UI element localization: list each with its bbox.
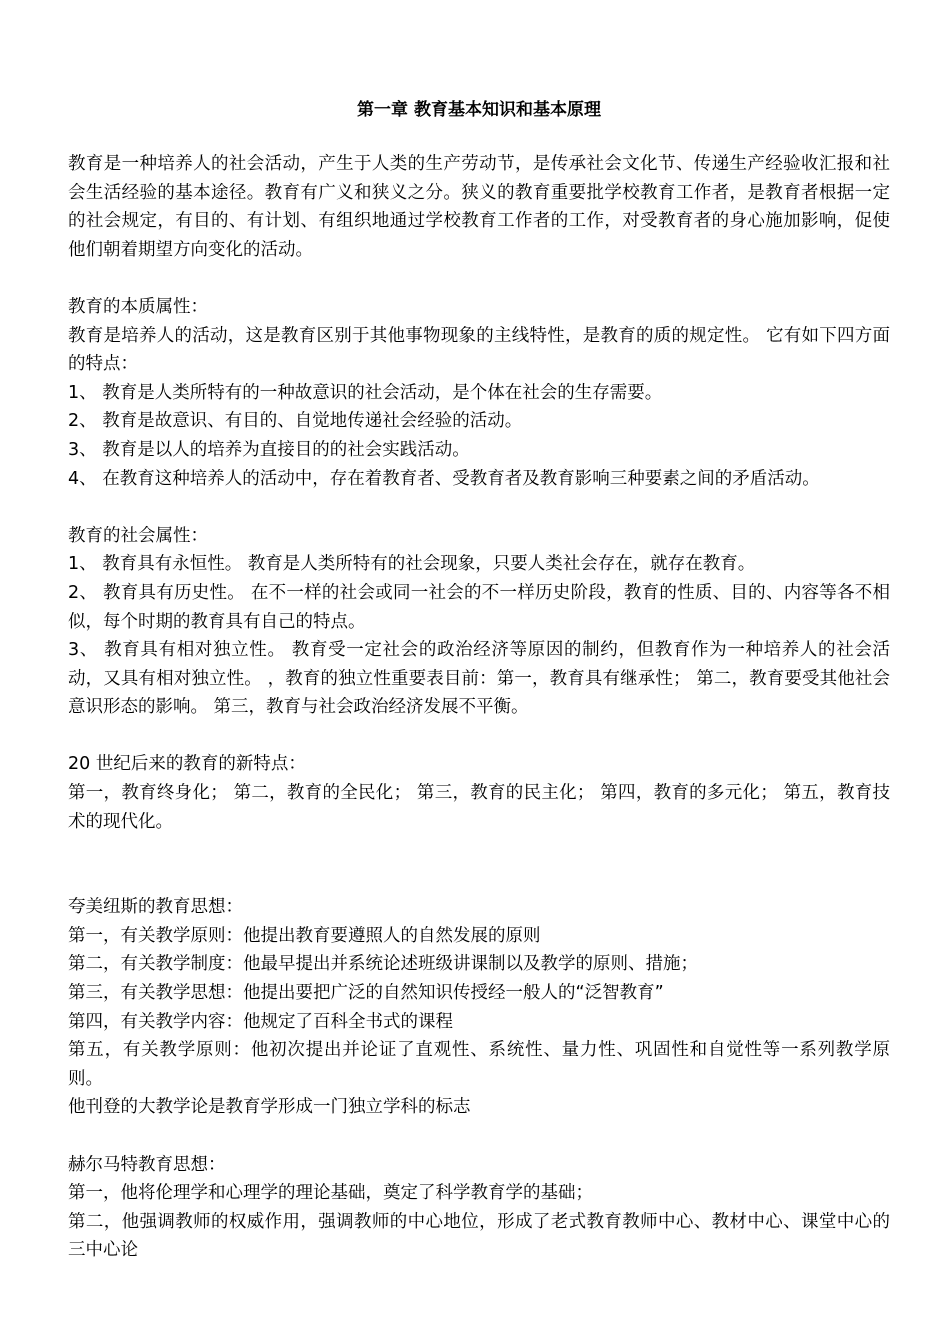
comenius-item-1: 第一，有关教学原则：他提出教育要遵照人的自然发展的原则 (68, 925, 541, 946)
social-item-1: 1、 教育具有永恒性。 教育是人类所特有的社会现象，只要人类社会存在，就存在教育。 (68, 554, 756, 575)
essence-item-3: 3、 教育是以人的培养为直接目的的社会实践活动。 (68, 439, 470, 460)
essence-item-4: 4、 在教育这种培养人的活动中，存在着教育者、受教育者及教育影响三种要素之间的矛盾活动。 (68, 468, 820, 489)
herbart-heading: 赫尔马特教育思想： (68, 1154, 226, 1175)
social-item-3: 3、 教育具有相对独立性。 教育受一定社会的政治经济等原因的制约，但教育作为一种培养人的社会活动，又具有相对独立性。 ，教育的独立性重要表目前：第一，教育具有继承性； 第二，教育要受其他社会意识形态的影响。 第三，教育与社会政治经济发展不平衡。 (68, 640, 890, 718)
comenius-item-6: 他刊登的大教学论是教育学形成一门独立学科的标志 (68, 1097, 471, 1118)
chapter-title: 第一章 教育基本知识和基本原理 (357, 100, 601, 120)
modern-heading: 20 世纪后来的教育的新特点： (68, 754, 306, 775)
document-page (68, 96, 890, 1265)
herbart-item-1: 第一，他将伦理学和心理学的理论基础，奠定了科学教育学的基础； (68, 1183, 593, 1204)
comenius-item-3: 第三，有关教学思想：他提出要把广泛的自然知识传授经一般人的“泛智教育” (68, 983, 664, 1004)
intro-paragraph: 教育是一种培养人的社会活动，产生于人类的生产劳动节，是传承社会文化节、传递生产经验收汇报和社会生活经验的基本途径。教育有广义和狭义之分。狭义的教育重要批学校教育工作者，是教育者根据一定的社会规定，有目的、有计划、有组织地通过学校教育工作者的工作，对受教育者的身心施加影响，促使他们朝着期望方向变化的活动。 (68, 154, 890, 260)
comenius-heading: 夸美纽斯的教育思想： (68, 897, 243, 918)
comenius-item-2: 第二，有关教学制度：他最早提出并系统论述班级讲课制以及教学的原则、措施； (68, 954, 698, 975)
herbart-item-2: 第二，他强调教师的权威作用，强调教师的中心地位，形成了老式教育教师中心、教材中心、课堂中心的三中心论 (68, 1211, 890, 1261)
comenius-item-5: 第五，有关教学原则：他初次提出并论证了直观性、系统性、量力性、巩固性和自觉性等一系列教学原则。 (68, 1040, 890, 1089)
comenius-item-4: 第四，有关教学内容：他规定了百科全书式的课程 (68, 1011, 453, 1032)
essence-item-1: 1、 教育是人类所特有的一种故意识的社会活动，是个体在社会的生存需要。 (68, 382, 663, 403)
essence-paragraph: 教育是培养人的活动，这是教育区别于其他事物现象的主线特性，是教育的质的规定性。 它有如下四方面的特点： (68, 325, 890, 375)
essence-item-2: 2、 教育是故意识、有目的、自觉地传递社会经验的活动。 (68, 411, 523, 432)
social-heading: 教育的社会属性： (68, 525, 208, 546)
essence-heading: 教育的本质属性： (68, 296, 208, 317)
modern-paragraph: 第一，教育终身化； 第二，教育的全民化； 第三，教育的民主化； 第四，教育的多元化； 第五，教育技术的现代化。 (68, 783, 890, 832)
social-item-2: 2、 教育具有历史性。 在不一样的社会或同一社会的不一样历史阶段，教育的性质、目的、内容等各不相似，每个时期的教育具有自己的特点。 (68, 582, 890, 632)
